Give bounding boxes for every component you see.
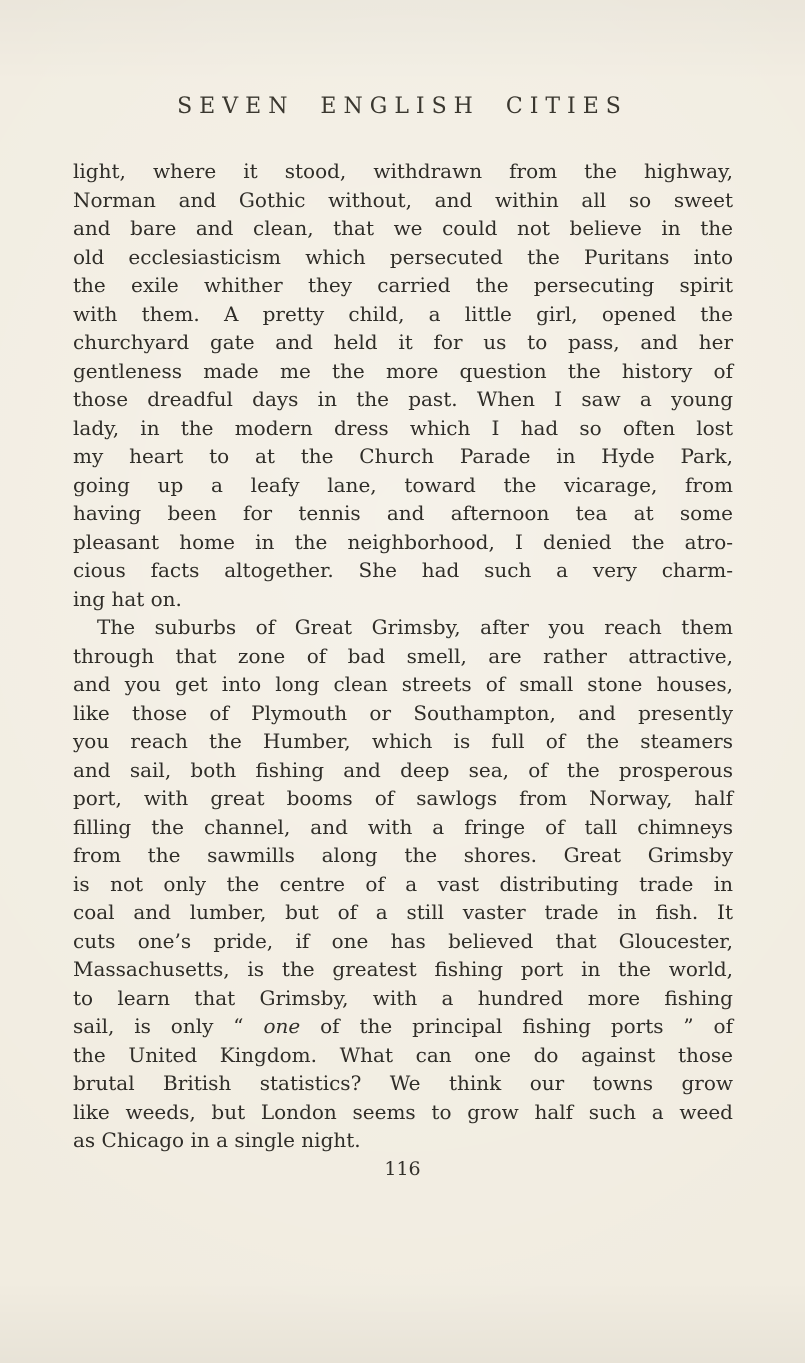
- page-body: [73, 157, 733, 1155]
- text-line: like weeds, but London seems to grow half such a weed: [73, 1099, 733, 1124]
- text-line: with them. A pretty child, a little girl, opened the: [73, 301, 733, 326]
- text-line: and you get into long clean streets of small stone houses,: [73, 672, 733, 696]
- page-number: 116: [384, 1158, 421, 1180]
- text-line: to learn that Grimsby, with a hundred more fishing: [73, 985, 733, 1010]
- text-line: through that zone of bad smell, are rather attractive,: [73, 643, 733, 668]
- text-line: filling the channel, and with a fringe of tall chimneys: [73, 814, 733, 839]
- text-line: old ecclesiasticism which persecuted the Puritans into: [73, 244, 733, 269]
- text-line: gentleness made me the more question the history of: [73, 358, 733, 383]
- text-line: sail, is only “ one of the principal fishing ports ” of: [73, 1014, 733, 1038]
- running-header: SEVEN ENGLISH CITIES: [177, 94, 628, 119]
- text-line: and bare and clean, that we could not believe in the: [73, 216, 733, 240]
- text-line: lady, in the modern dress which I had so often lost: [73, 415, 733, 440]
- text-line: those dreadful days in the past. When I saw a young: [73, 387, 733, 411]
- text-line: from the sawmills along the shores. Great Grimsby: [73, 843, 733, 867]
- text-line: is not only the centre of a vast distributing trade in: [73, 871, 733, 896]
- text-line: pleasant home in the neighborhood, I denied the atro-: [73, 529, 733, 554]
- text-line: my heart to at the Church Parade in Hyde Park,: [73, 444, 733, 468]
- text-line: and sail, both fishing and deep sea, of the prosperous: [73, 757, 733, 782]
- text-line: the United Kingdom. What can one do against those: [73, 1042, 733, 1067]
- text-line: the exile whither they carried the persecuting spirit: [73, 273, 733, 297]
- text-line: Norman and Gothic without, and within all so sweet: [73, 187, 733, 212]
- text-line: The suburbs of Great Grimsby, after you reach them: [97, 615, 733, 639]
- text-line: going up a leafy lane, toward the vicarage, from: [73, 472, 733, 497]
- text-line: as Chicago in a single night.: [73, 1128, 361, 1152]
- text-line: churchyard gate and held it for us to pass, and her: [73, 330, 733, 354]
- text-line: having been for tennis and afternoon tea at some: [73, 501, 733, 525]
- text-line: you reach the Humber, which is full of the steamers: [73, 729, 733, 753]
- text-line: cuts one’s pride, if one has believed that Gloucester,: [73, 928, 733, 953]
- text-line: light, where it stood, withdrawn from the highway,: [73, 159, 733, 183]
- text-line: Massachusetts, is the greatest fishing port in the world,: [73, 957, 733, 981]
- text-line: ing hat on.: [73, 586, 182, 611]
- text-line: like those of Plymouth or Southampton, and presently: [73, 700, 733, 725]
- text-line: coal and lumber, but of a still vaster trade in fish. It: [73, 900, 733, 924]
- text-line: port, with great booms of sawlogs from Norway, half: [73, 786, 733, 810]
- text-line: brutal British statistics? We think our towns grow: [73, 1071, 733, 1095]
- text-line: cious facts altogether. She had such a very charm-: [73, 558, 733, 582]
